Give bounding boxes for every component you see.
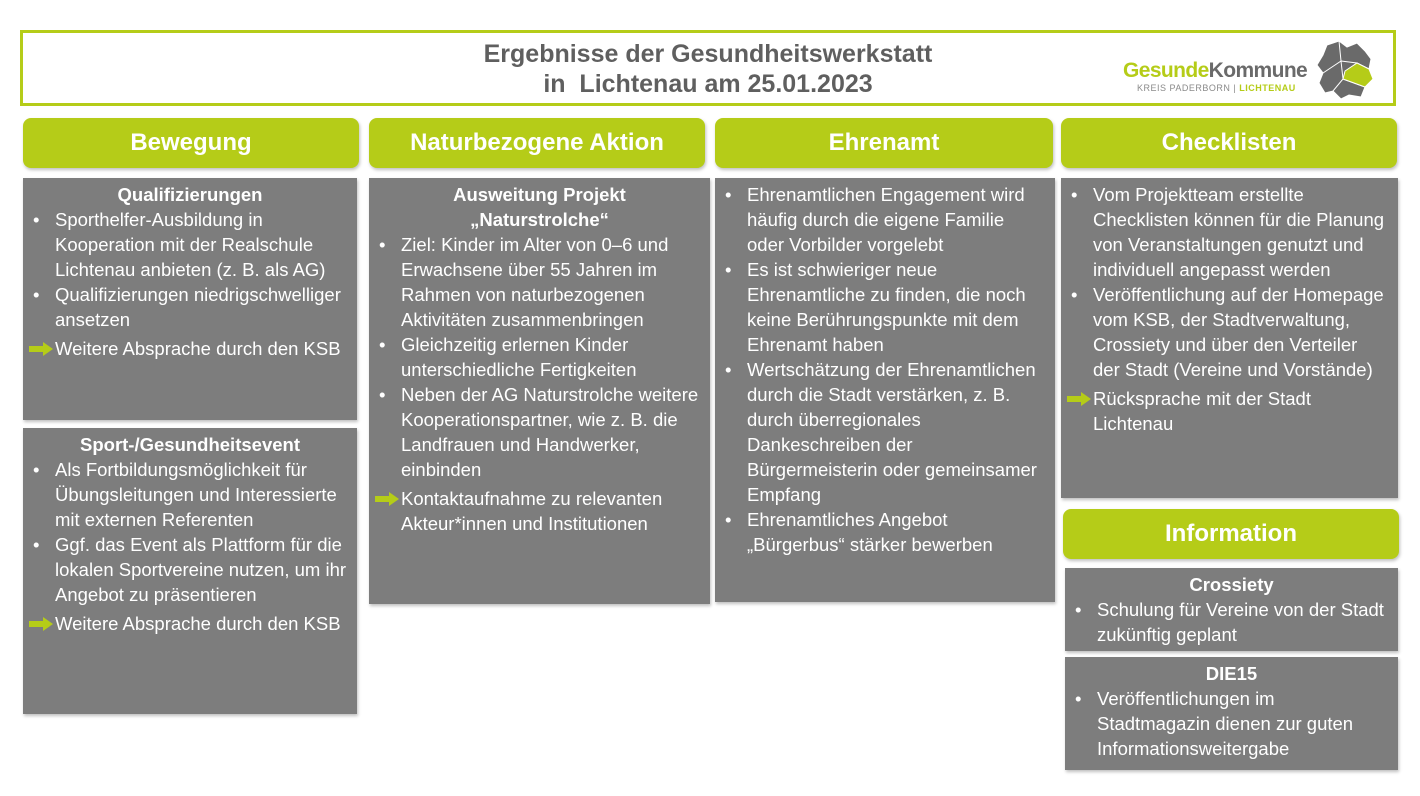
arrow-right-icon [1067, 392, 1091, 406]
ehrenamt-box [715, 178, 1055, 602]
column-header-ehrenamt: Ehrenamt [715, 118, 1053, 168]
list-item: • Ehrenamtliches Angebot „Bürgerbus“ stärker bewerben [725, 509, 993, 555]
arrow-right-icon [29, 617, 53, 631]
arrow-right-icon [375, 492, 399, 506]
list-item: • Wertschätzung der Ehrenamtlichen durch die Stadt verstärken, z. B. durch überregionales Dankeschreiben der Bürgermeisterin oder gemeinsamer Empfang [725, 359, 1037, 505]
title-line-2: in Lichtenau am 25.01.2023 [543, 70, 873, 98]
natur-box [369, 178, 710, 604]
column-header-checklisten: Checklisten [1061, 118, 1397, 168]
column-header-bewegung: Bewegung [23, 118, 359, 168]
arrow-item: Rücksprache mit der Stadt Lichtenau [1071, 386, 1388, 436]
info-crossiety-box [1065, 568, 1398, 651]
arrow-item: Weitere Absprache durch den KSB [33, 336, 347, 361]
title-line-1: Ergebnisse der Gesundheitswerkstatt [483, 40, 933, 68]
box-title: Qualifizierungen [117, 184, 263, 205]
district-map-icon [1313, 39, 1377, 101]
list-item: • Ehrenamtlichen Engagement wird häufig durch die eigene Familie oder Vorbilder vorgelebt [725, 184, 1025, 255]
box-title: Crossiety [1189, 574, 1274, 595]
list-item: • Es ist schwieriger neue Ehrenamtliche zu finden, die noch keine Berührungspunkte mit dem Ehrenamt haben [725, 259, 1026, 355]
box-title-1: Ausweitung Projekt [453, 184, 626, 205]
arrow-right-icon [29, 342, 53, 356]
info-die15-box [1065, 657, 1398, 770]
list-item: • Neben der AG Naturstrolche weitere Kooperationspartner, wie z. B. die Landfrauen und Handwerker, einbinden [379, 384, 699, 480]
bewegung-qualifizierungen-box [23, 178, 357, 420]
list-item: • Ggf. das Event als Plattform für die lokalen Sportvereine nutzen, um ihr Angebot zu präsentieren [33, 534, 347, 605]
arrow-item: Kontaktaufnahme zu relevanten Akteur*innen und Institutionen [379, 486, 700, 536]
list-item: • Als Fortbildungsmöglichkeit für Übungsleitungen und Interessierte mit externen Referenten [33, 459, 337, 530]
list-item: • Qualifizierungen niedrigschwelliger ansetzen [33, 284, 341, 330]
list-item: • Schulung für Vereine von der Stadt zukünftig geplant [1075, 599, 1384, 645]
list-item: • Veröffentlichungen im Stadtmagazin dienen zur guten Informationsweitergabe [1075, 688, 1354, 759]
box-title: DIE15 [1205, 663, 1258, 684]
arrow-item: Weitere Absprache durch den KSB [33, 611, 347, 636]
bewegung-event-box [23, 428, 357, 714]
header-banner [20, 30, 1396, 106]
list-item: • Veröffentlichung auf der Homepage vom KSB, der Stadtverwaltung, Crossiety und über den Verteiler der Stadt (Vereine und Vorstände) [1071, 284, 1384, 380]
logo-subtitle: KREIS PADERBORN | LICHTENAU [1137, 83, 1296, 93]
box-title-2: „Naturstrolche“ [470, 209, 609, 230]
column-header-natur: Naturbezogene Aktion [369, 118, 705, 168]
box-title: Sport-/Gesundheitsevent [80, 434, 300, 455]
gesunde-kommune-logo [1123, 37, 1383, 103]
list-item: • Vom Projektteam erstellte Checklisten können für die Planung von Veranstaltungen genutzt und individuell angepasst werden [1071, 184, 1385, 280]
column-header-information: Information [1063, 509, 1399, 559]
list-item: • Ziel: Kinder im Alter von 0–6 und Erwachsene über 55 Jahren im Rahmen von naturbezogenen Aktivitäten zusammenbringen [379, 234, 669, 330]
list-item: • Sporthelfer-Ausbildung in Kooperation mit der Realschule Lichtenau anbieten (z. B. als AG) [33, 209, 326, 280]
list-item: • Gleichzeitig erlernen Kinder unterschiedliche Fertigkeiten [379, 334, 637, 380]
logo-wordmark: GesundeKommune [1123, 59, 1308, 82]
checklisten-box [1061, 178, 1398, 498]
